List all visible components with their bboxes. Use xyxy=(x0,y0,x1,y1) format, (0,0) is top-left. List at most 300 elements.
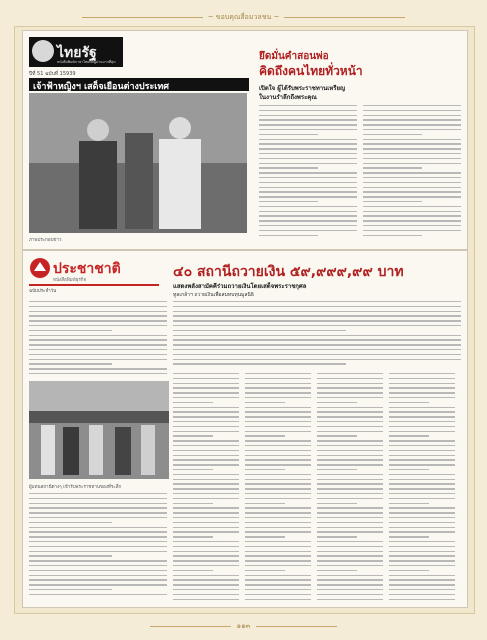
text-line xyxy=(317,551,383,552)
text-line xyxy=(363,124,461,125)
text-line xyxy=(259,139,357,140)
text-line xyxy=(317,464,383,465)
text-line xyxy=(389,546,455,547)
text-line xyxy=(389,416,455,417)
text-line xyxy=(317,565,383,566)
news-photo xyxy=(29,381,169,479)
text-line xyxy=(317,440,383,441)
text-line xyxy=(389,560,455,561)
text-line xyxy=(173,522,239,523)
text-line xyxy=(29,320,167,321)
text-line xyxy=(173,359,461,360)
text-line xyxy=(389,378,455,379)
text-line xyxy=(259,148,357,149)
text-line xyxy=(389,493,455,494)
text-line xyxy=(363,134,422,135)
text-line xyxy=(245,551,311,552)
text-line xyxy=(389,469,429,470)
text-line xyxy=(389,440,455,441)
text-line xyxy=(259,105,357,106)
text-line xyxy=(363,182,461,183)
text-line xyxy=(317,392,383,393)
text-line xyxy=(245,584,311,585)
text-line xyxy=(173,435,213,436)
text-line xyxy=(245,455,311,456)
text-line xyxy=(29,560,167,561)
text-line xyxy=(317,493,383,494)
text-line xyxy=(363,167,422,168)
masthead-title: ไทยรัฐ xyxy=(57,45,97,61)
text-line xyxy=(389,387,455,388)
text-line xyxy=(259,134,318,135)
text-line xyxy=(245,450,311,451)
masthead-logo xyxy=(29,37,123,67)
subhead: เปิดใจ ผู้ได้รับพระราชทานเหรียญ xyxy=(259,85,346,92)
masthead-subtitle: หนังสือพิมพ์ธุรกิจ xyxy=(53,278,87,283)
text-line xyxy=(245,431,311,432)
text-line xyxy=(389,584,455,585)
text-line xyxy=(389,536,429,537)
text-line xyxy=(317,474,383,475)
text-line xyxy=(29,301,167,302)
text-line xyxy=(317,435,357,436)
text-line xyxy=(363,201,422,202)
text-line xyxy=(29,498,167,499)
news-photo xyxy=(29,93,247,233)
text-line xyxy=(389,512,455,513)
text-line xyxy=(389,426,455,427)
text-line xyxy=(389,517,455,518)
headline-right-2: คิดถึงคนไทยทั่วหน้า xyxy=(259,64,363,78)
text-line xyxy=(363,235,422,236)
text-line xyxy=(317,584,383,585)
text-line xyxy=(245,570,285,571)
text-line xyxy=(259,115,357,116)
text-line xyxy=(29,527,167,528)
text-line xyxy=(173,560,239,561)
text-line xyxy=(245,503,285,504)
text-line xyxy=(259,230,357,231)
text-line xyxy=(317,599,383,600)
text-line xyxy=(259,220,357,221)
text-line xyxy=(317,445,383,446)
text-line xyxy=(259,167,318,168)
text-line xyxy=(317,397,383,398)
text-line xyxy=(245,483,311,484)
text-line xyxy=(245,397,311,398)
text-line xyxy=(173,315,461,316)
photo-caption: ผู้แทนสถานีต่างๆ เข้ารับพระราชทานของที่ระลึก xyxy=(29,485,122,490)
text-line xyxy=(317,488,383,489)
text-line xyxy=(363,230,461,231)
text-line xyxy=(389,507,455,508)
text-line xyxy=(245,512,311,513)
headline-left: เจ้าฟ้าหญิงฯ เสด็จเยือนต่างประเทศ xyxy=(33,82,170,92)
text-line xyxy=(259,196,357,197)
text-line xyxy=(29,541,167,542)
text-line xyxy=(173,459,239,460)
text-line xyxy=(245,541,311,542)
text-line xyxy=(389,411,455,412)
text-line xyxy=(317,589,383,590)
text-line xyxy=(245,378,311,379)
text-line xyxy=(173,311,461,312)
text-line xyxy=(245,507,311,508)
masthead-subtitle: หนังสือพิมพ์ภาษาไทยที่มีผู้อ่านมากที่สุด xyxy=(57,60,116,64)
text-line xyxy=(173,498,239,499)
text-line xyxy=(29,325,167,326)
text-line xyxy=(245,531,311,532)
text-line xyxy=(173,546,239,547)
text-line xyxy=(245,445,311,446)
text-line xyxy=(173,493,239,494)
text-line xyxy=(173,594,239,595)
text-line xyxy=(245,474,311,475)
text-line xyxy=(245,579,311,580)
text-line xyxy=(259,201,318,202)
text-line xyxy=(245,488,311,489)
text-line xyxy=(173,335,461,336)
text-line xyxy=(363,177,461,178)
text-line xyxy=(259,211,357,212)
newspaper-clipping-2 xyxy=(22,250,468,608)
text-line xyxy=(389,589,455,590)
text-line xyxy=(317,431,383,432)
text-line xyxy=(363,211,461,212)
text-line xyxy=(245,435,285,436)
text-line xyxy=(173,354,461,355)
text-line xyxy=(173,426,239,427)
text-line xyxy=(29,349,167,350)
text-line xyxy=(259,187,357,188)
text-line xyxy=(245,522,311,523)
emblem-icon xyxy=(32,40,54,62)
text-line xyxy=(173,503,213,504)
text-line xyxy=(245,402,285,403)
text-line xyxy=(363,187,461,188)
text-line xyxy=(245,493,311,494)
text-line xyxy=(317,522,383,523)
text-line xyxy=(173,507,239,508)
page-number: ๑๑๓ xyxy=(236,621,251,630)
text-line xyxy=(173,387,239,388)
text-line xyxy=(29,555,112,556)
text-line xyxy=(29,579,167,580)
text-line xyxy=(389,402,429,403)
text-line xyxy=(29,354,167,355)
text-line xyxy=(245,536,285,537)
lead-text: ทูลเกล้าฯ ถวายเงินเพื่อสมทบทุนมูลนิธิ xyxy=(173,292,254,298)
headline-right-1: ยึดมั่นคำสอนพ่อ xyxy=(259,51,329,62)
running-header xyxy=(82,10,405,24)
text-line xyxy=(389,551,455,552)
text-line xyxy=(259,215,357,216)
text-line xyxy=(259,143,357,144)
text-line xyxy=(259,153,357,154)
text-line xyxy=(317,575,383,576)
dateline: ปีที่ 51 ฉบับที่ 15939 xyxy=(29,71,76,77)
text-line xyxy=(259,235,318,236)
page-footer xyxy=(150,620,337,632)
text-line xyxy=(173,411,239,412)
text-line xyxy=(363,110,461,111)
text-line xyxy=(173,517,239,518)
text-line xyxy=(259,163,357,164)
text-line xyxy=(245,469,285,470)
text-line xyxy=(317,531,383,532)
text-line xyxy=(29,339,167,340)
text-line xyxy=(173,363,346,364)
text-line xyxy=(389,570,429,571)
text-line xyxy=(173,551,239,552)
text-line xyxy=(29,517,167,518)
text-line xyxy=(317,503,357,504)
text-line xyxy=(29,311,167,312)
text-line xyxy=(245,407,311,408)
text-line xyxy=(173,479,239,480)
text-line xyxy=(389,383,455,384)
text-line xyxy=(173,373,239,374)
text-line xyxy=(29,531,167,532)
text-line xyxy=(29,536,167,537)
text-line xyxy=(317,373,383,374)
text-line xyxy=(245,421,311,422)
text-line xyxy=(29,363,112,364)
text-line xyxy=(363,148,461,149)
text-line xyxy=(363,129,461,130)
text-line xyxy=(389,565,455,566)
text-line xyxy=(363,172,461,173)
text-line xyxy=(259,177,357,178)
text-line xyxy=(363,115,461,116)
text-line xyxy=(317,450,383,451)
text-line xyxy=(245,426,311,427)
text-line xyxy=(259,182,357,183)
text-line xyxy=(245,560,311,561)
text-line xyxy=(317,579,383,580)
text-line xyxy=(389,455,455,456)
text-line xyxy=(389,459,455,460)
text-line xyxy=(363,206,461,207)
text-line xyxy=(29,575,167,576)
text-line xyxy=(245,565,311,566)
text-line xyxy=(173,512,239,513)
text-line xyxy=(173,445,239,446)
text-line xyxy=(317,560,383,561)
text-line xyxy=(245,546,311,547)
masthead-title: ประชาชาติ xyxy=(53,261,121,277)
text-line xyxy=(173,531,239,532)
text-line xyxy=(29,315,167,316)
text-line xyxy=(317,541,383,542)
text-line xyxy=(363,143,461,144)
text-line xyxy=(173,464,239,465)
text-line xyxy=(317,426,383,427)
text-line xyxy=(245,589,311,590)
text-line xyxy=(173,378,239,379)
text-line xyxy=(317,570,357,571)
text-line xyxy=(317,459,383,460)
text-line xyxy=(173,527,239,528)
text-line xyxy=(173,344,461,345)
text-line xyxy=(389,531,455,532)
text-line xyxy=(29,570,167,571)
text-line xyxy=(317,507,383,508)
text-line xyxy=(29,551,167,552)
text-line xyxy=(245,440,311,441)
text-line xyxy=(173,421,239,422)
text-line xyxy=(389,373,455,374)
text-line xyxy=(317,416,383,417)
text-line xyxy=(173,469,213,470)
subhead: แสดงพลังสามัคคีร่วมถวายเงินโดยเสด็จพระราชกุศล xyxy=(173,283,307,290)
text-line xyxy=(317,407,383,408)
text-line xyxy=(317,594,383,595)
text-line xyxy=(173,599,239,600)
text-line xyxy=(389,555,455,556)
text-line xyxy=(173,555,239,556)
text-line xyxy=(317,527,383,528)
text-line xyxy=(389,435,429,436)
text-line xyxy=(363,225,461,226)
text-line xyxy=(173,397,239,398)
text-line xyxy=(389,594,455,595)
dateline: ฉบับประจำวัน xyxy=(29,289,57,294)
text-line xyxy=(173,536,213,537)
text-line xyxy=(245,479,311,480)
text-line xyxy=(245,599,311,600)
text-line xyxy=(29,335,167,336)
text-line xyxy=(259,119,357,120)
text-line xyxy=(29,368,167,369)
text-line xyxy=(389,450,455,451)
text-line xyxy=(317,455,383,456)
text-line xyxy=(173,325,461,326)
text-line xyxy=(173,407,239,408)
text-line xyxy=(245,383,311,384)
text-line xyxy=(363,153,461,154)
text-line xyxy=(173,589,239,590)
text-line xyxy=(173,450,239,451)
text-line xyxy=(389,522,455,523)
text-line xyxy=(389,474,455,475)
text-line xyxy=(29,522,112,523)
text-line xyxy=(245,555,311,556)
text-line xyxy=(259,129,357,130)
text-line xyxy=(317,512,383,513)
text-line xyxy=(317,387,383,388)
text-line xyxy=(29,507,167,508)
text-line xyxy=(317,469,357,470)
text-line xyxy=(317,536,357,537)
text-line xyxy=(245,575,311,576)
text-line xyxy=(389,479,455,480)
text-line xyxy=(317,555,383,556)
text-line xyxy=(389,488,455,489)
text-line xyxy=(317,483,383,484)
text-line xyxy=(29,546,167,547)
text-line xyxy=(389,579,455,580)
main-headline: ๔๐ สถานีถวายเงิน ๕๙,๙๙๙,๙๙ บาท xyxy=(173,264,404,280)
text-line xyxy=(173,330,346,331)
text-line xyxy=(173,575,239,576)
text-line xyxy=(259,206,357,207)
text-line xyxy=(389,599,455,600)
text-line xyxy=(389,397,455,398)
photo-caption: ภาพประกอบข่าว xyxy=(29,238,62,243)
text-line xyxy=(245,392,311,393)
text-line xyxy=(317,498,383,499)
text-line xyxy=(29,344,167,345)
text-line xyxy=(389,421,455,422)
text-line xyxy=(29,359,167,360)
text-line xyxy=(245,498,311,499)
text-line xyxy=(363,119,461,120)
text-line xyxy=(29,589,112,590)
text-line xyxy=(389,464,455,465)
text-line xyxy=(173,416,239,417)
text-line xyxy=(29,503,167,504)
text-line xyxy=(317,546,383,547)
text-line xyxy=(173,402,213,403)
text-line xyxy=(173,440,239,441)
text-line xyxy=(173,339,461,340)
text-line xyxy=(389,445,455,446)
text-line xyxy=(173,570,213,571)
text-line xyxy=(245,411,311,412)
text-line xyxy=(173,565,239,566)
text-line xyxy=(29,306,167,307)
text-line xyxy=(259,225,357,226)
running-title: ~ ขอบคุณสื่อมวลชน ~ xyxy=(207,12,280,21)
text-line xyxy=(363,158,461,159)
text-line xyxy=(245,373,311,374)
text-line xyxy=(245,387,311,388)
text-line xyxy=(389,541,455,542)
text-line xyxy=(173,579,239,580)
text-line xyxy=(173,383,239,384)
text-line xyxy=(317,479,383,480)
text-line xyxy=(389,392,455,393)
text-line xyxy=(389,431,455,432)
text-line xyxy=(173,431,239,432)
text-line xyxy=(389,575,455,576)
text-line xyxy=(363,196,461,197)
text-line xyxy=(317,411,383,412)
text-line xyxy=(245,517,311,518)
text-line xyxy=(317,517,383,518)
text-line xyxy=(259,110,357,111)
text-line xyxy=(245,464,311,465)
text-line xyxy=(245,459,311,460)
text-line xyxy=(29,330,112,331)
masthead-emblem-icon xyxy=(29,257,51,279)
text-line xyxy=(173,474,239,475)
text-line xyxy=(259,158,357,159)
text-line xyxy=(363,139,461,140)
text-line xyxy=(29,512,167,513)
text-line xyxy=(363,163,461,164)
text-line xyxy=(173,483,239,484)
text-line xyxy=(173,306,461,307)
text-line xyxy=(317,378,383,379)
text-line xyxy=(173,584,239,585)
newspaper-clipping-1 xyxy=(22,30,468,250)
text-line xyxy=(245,416,311,417)
text-line xyxy=(389,483,455,484)
text-line xyxy=(29,584,167,585)
text-line xyxy=(389,498,455,499)
